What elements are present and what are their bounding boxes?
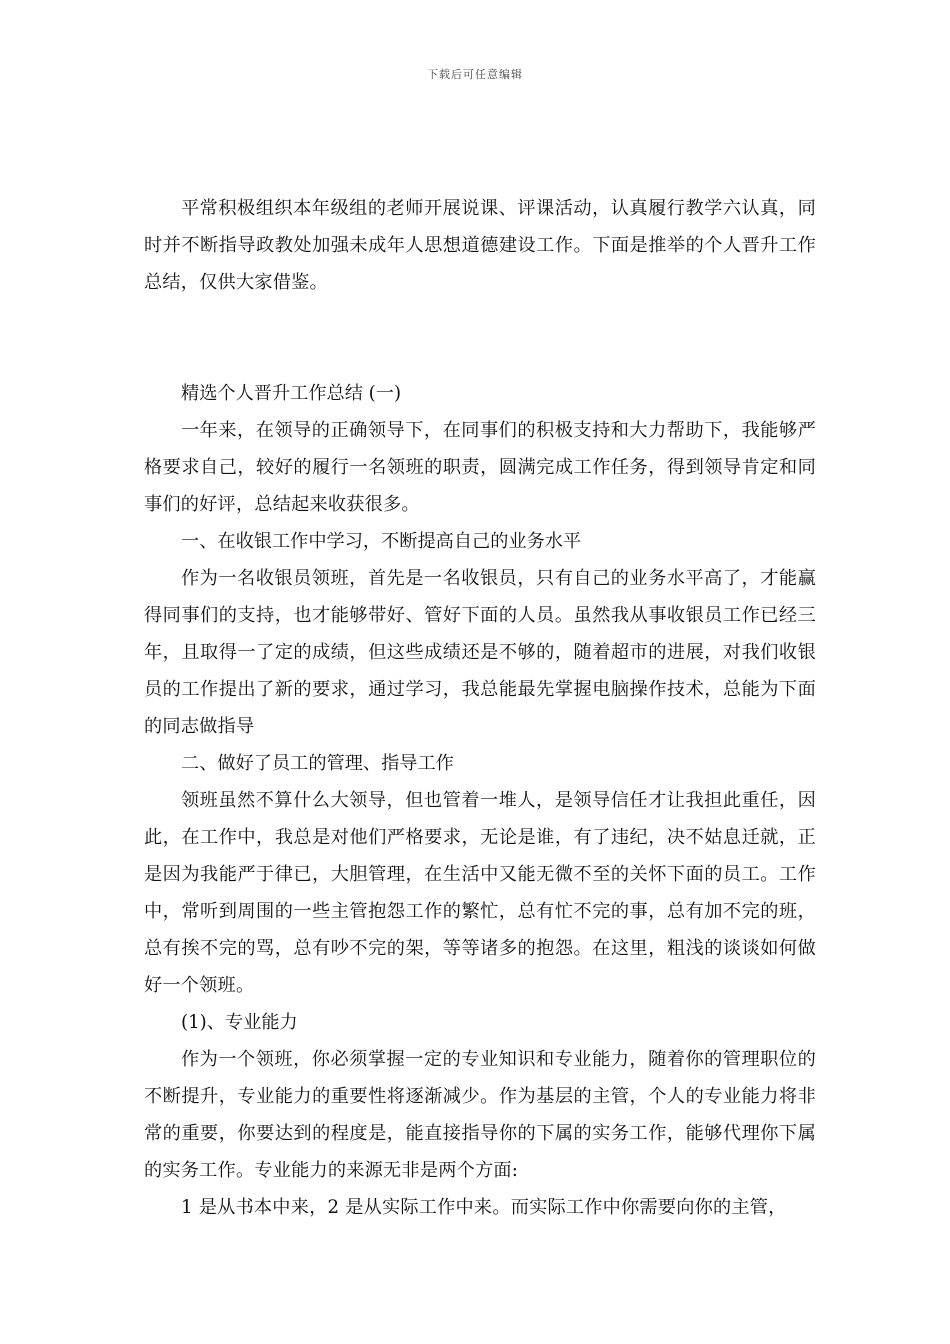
- document-body: [144, 190, 816, 1226]
- paragraph-4: 作为一个领班，你必须掌握一定的专业知识和专业能力，随着你的管理职位的不断提升，专业能力的重要性将逐渐减少。作为基层的主管，个人的专业能力将非常的重要，你要达到的程度是，能直接指导你的下属的实务工作，能够代理你下属的实务工作。专业能力的来源无非是两个方面:: [144, 1049, 816, 1181]
- subheading-2: 二、做好了员工的管理、指导工作: [181, 753, 454, 774]
- paragraph-5: 1 是从书本中来，2 是从实际工作中来。而实际工作中你需要向你的主管，: [181, 1197, 787, 1218]
- subheading-3: (1)、专业能力: [181, 1012, 298, 1033]
- section-title: 精选个人晋升工作总结 (一): [181, 383, 402, 404]
- spacer: [144, 301, 816, 375]
- paragraph-2: 作为一名收银员领班，首先是一名收银员，只有自己的业务水平高了，才能赢得同事们的支持，也才能够带好、管好下面的人员。虽然我从事收银员工作已经三年，且取得一了定的成绩，但这些成绩还是不够的，随着超市的进展，对我们收银员的工作提出了新的要求，通过学习，我总能最先掌握电脑操作技术，总能为下面的同志做指导: [144, 568, 816, 737]
- subheading-1: 一、在收银工作中学习，不断提高自己的业务水平: [181, 531, 582, 552]
- page-header: 下载后可任意编辑: [427, 68, 523, 81]
- paragraph-3: 领班虽然不算什么大领导，但也管着一堆人，是领导信任才让我担此重任，因此，在工作中，我总是对他们严格要求，无论是谁，有了违纪，决不姑息迁就，正是因为我能严于律已，大胆管理，在生活中又能无微不至的关怀下面的员工。工作中，常听到周围的一些主管抱怨工作的繁忙，总有忙不完的事，总有加不完的班，总有挨不完的骂，总有吵不完的架，等等诸多的抱怨。在这里，粗浅的谈谈如何做好一个领班。: [144, 790, 816, 996]
- paragraph-1: 一年来，在领导的正确领导下，在同事们的积极支持和大力帮助下，我能够严格要求自己，较好的履行一名领班的职责，圆满完成工作任务，得到领导肯定和同事们的好评，总结起来收获很多。: [144, 420, 816, 515]
- intro-paragraph: 平常积极组织本年级组的老师开展说课、评课活动，认真履行教学六认真，同时并不断指导政教处加强未成年人思想道德建设工作。下面是推举的个人晋升工作总结，仅供大家借鉴。: [144, 198, 816, 293]
